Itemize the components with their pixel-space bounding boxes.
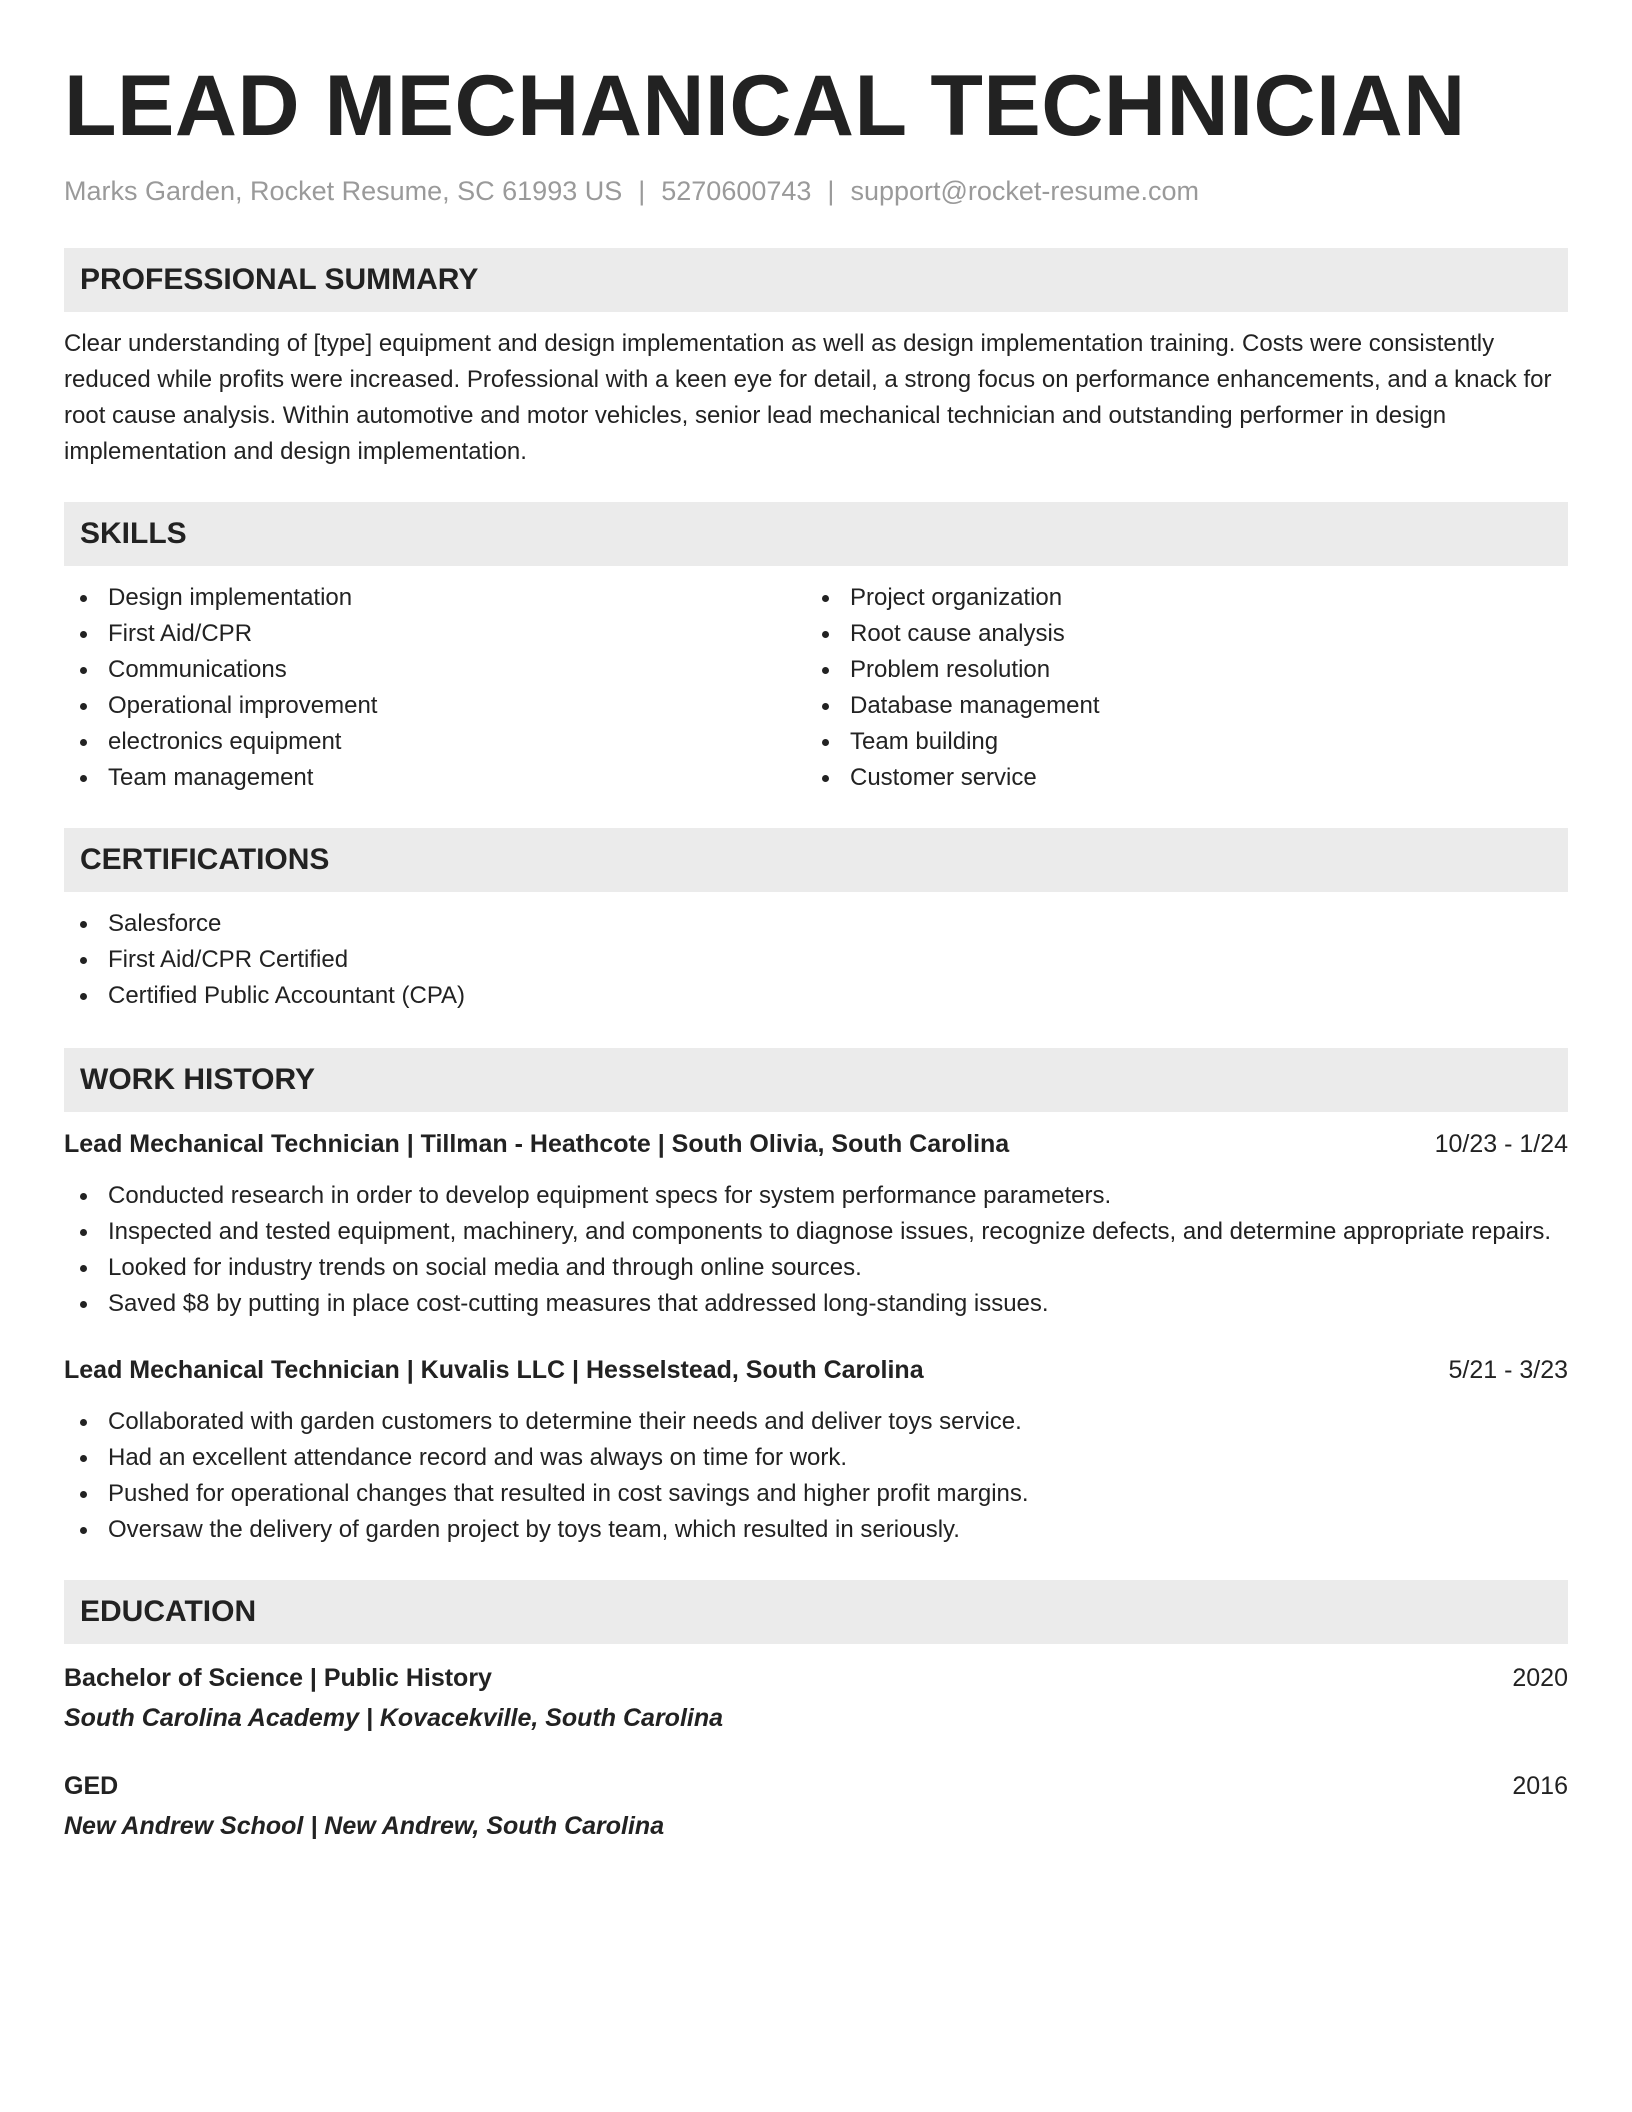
job-heading: Lead Mechanical Technician | Kuvalis LLC | Hesselstead, South Carolina	[64, 1356, 924, 1384]
education-heading-row	[64, 1768, 1568, 1804]
certification-item: Salesforce	[64, 906, 1568, 942]
skill-item: Design implementation	[64, 580, 806, 616]
section-header-education: EDUCATION	[64, 1580, 1568, 1644]
job-dates: 10/23 - 1/24	[1434, 1130, 1568, 1158]
job-entry	[64, 1126, 1568, 1322]
skills-list-left	[64, 580, 806, 796]
section-header-skills: SKILLS	[64, 502, 1568, 566]
education-year: 2016	[1512, 1772, 1568, 1800]
contact-line	[64, 174, 1568, 208]
resume-name: LEAD MECHANICAL TECHNICIAN	[64, 58, 1466, 154]
job-heading: Lead Mechanical Technician | Tillman - Heathcote | South Olivia, South Carolina	[64, 1130, 1010, 1158]
education-school: South Carolina Academy | Kovacekville, South Carolina	[64, 1704, 724, 1732]
certification-item: Certified Public Accountant (CPA)	[64, 978, 1568, 1014]
education-entry	[64, 1660, 1568, 1736]
education-degree: GED	[64, 1772, 119, 1800]
job-bullet: Collaborated with garden customers to determine their needs and deliver toys service.	[64, 1404, 1568, 1440]
job-bullet: Pushed for operational changes that resulted in cost savings and higher profit margins.	[64, 1476, 1568, 1512]
job-dates: 5/21 - 3/23	[1448, 1356, 1568, 1384]
job-bullets	[64, 1178, 1568, 1322]
contact-separator: |	[638, 176, 646, 206]
skill-item: Customer service	[806, 760, 1548, 796]
job-bullet: Saved $8 by putting in place cost-cutting measures that addressed long-standing issues.	[64, 1286, 1568, 1322]
job-bullets	[64, 1404, 1568, 1548]
skill-item: Communications	[64, 652, 806, 688]
education-year: 2020	[1512, 1664, 1568, 1692]
section-header-work-history: WORK HISTORY	[64, 1048, 1568, 1112]
skill-item: Database management	[806, 688, 1548, 724]
skill-item: electronics equipment	[64, 724, 806, 760]
education-degree: Bachelor of Science | Public History	[64, 1664, 492, 1692]
skill-item: Team management	[64, 760, 806, 796]
job-heading-row	[64, 1352, 1568, 1388]
education-entry	[64, 1768, 1568, 1844]
skill-item: Root cause analysis	[806, 616, 1548, 652]
skill-item: First Aid/CPR	[64, 616, 806, 652]
skill-item: Project organization	[806, 580, 1548, 616]
skill-item: Team building	[806, 724, 1548, 760]
contact-email: support@rocket-resume.com	[850, 176, 1199, 206]
contact-phone: 5270600743	[661, 176, 812, 206]
job-bullet: Conducted research in order to develop equipment specs for system performance parameters.	[64, 1178, 1568, 1214]
section-header-certifications: CERTIFICATIONS	[64, 828, 1568, 892]
certification-item: First Aid/CPR Certified	[64, 942, 1568, 978]
skills-grid	[64, 580, 1568, 796]
contact-separator: |	[827, 176, 835, 206]
skill-item: Operational improvement	[64, 688, 806, 724]
job-bullet: Oversaw the delivery of garden project by toys team, which resulted in seriously.	[64, 1512, 1568, 1548]
education-school: New Andrew School | New Andrew, South Carolina	[64, 1812, 665, 1840]
contact-address: Marks Garden, Rocket Resume, SC 61993 US	[64, 176, 623, 206]
summary-text: Clear understanding of [type] equipment and design implementation as well as design implementation training. Costs were consistently reduced while profits were increased. Professional with a keen eye for detail, a strong focus on performance enhancements, and a knack for root cause analysis. Within automotive and motor vehicles, senior lead mechanical technician and outstanding performer in design implementation and design implementation.	[64, 330, 1552, 465]
education-heading-row	[64, 1660, 1568, 1696]
certifications-list	[64, 906, 1568, 1014]
job-bullet: Had an excellent attendance record and was always on time for work.	[64, 1440, 1568, 1476]
job-entry	[64, 1352, 1568, 1548]
skill-item: Problem resolution	[806, 652, 1548, 688]
job-bullet: Inspected and tested equipment, machinery, and components to diagnose issues, recognize defects, and determine appropriate repairs.	[64, 1214, 1568, 1250]
section-header-summary: PROFESSIONAL SUMMARY	[64, 248, 1568, 312]
skills-list-right	[806, 580, 1548, 796]
job-bullet: Looked for industry trends on social media and through online sources.	[64, 1250, 1568, 1286]
job-heading-row	[64, 1126, 1568, 1162]
